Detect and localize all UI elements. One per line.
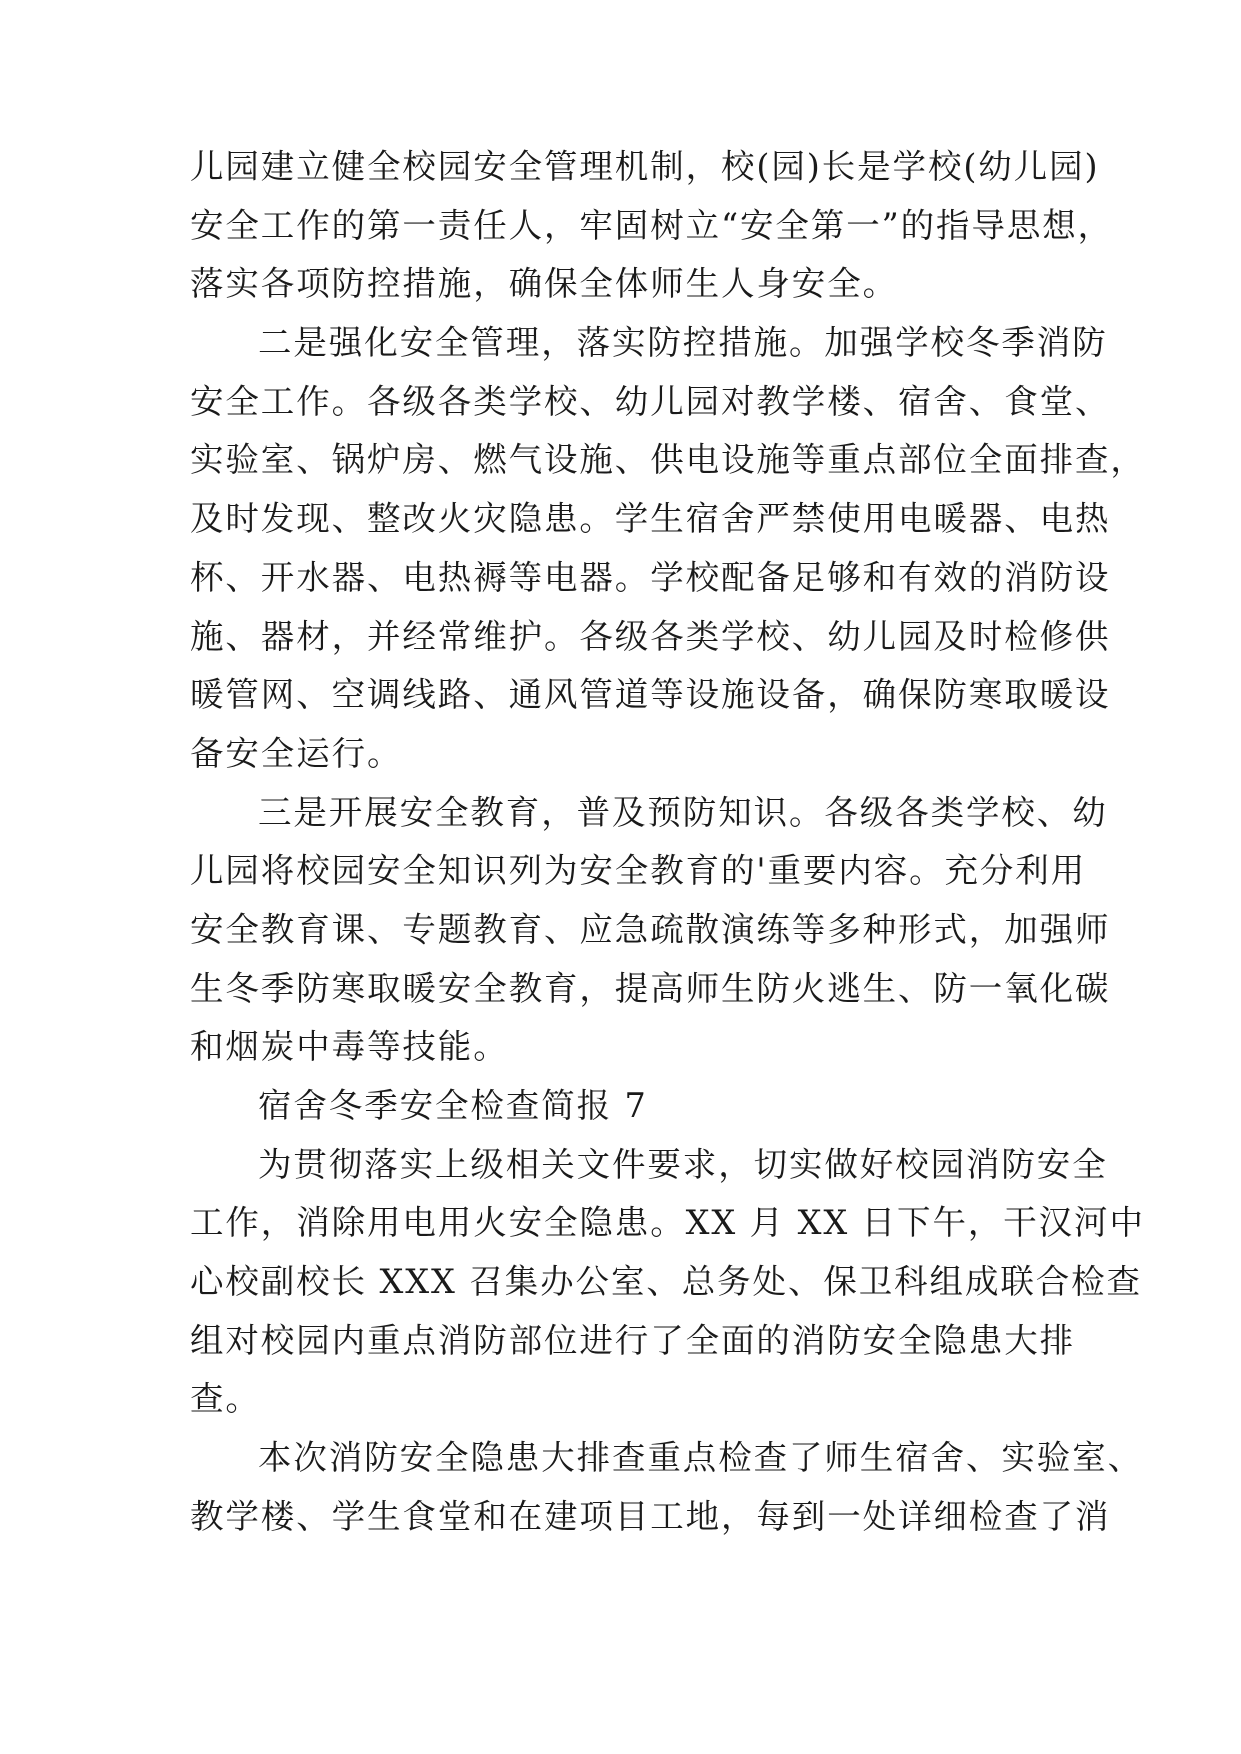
paragraph <box>190 138 1114 314</box>
text-line: 教学楼、学生食堂和在建项目工地，每到一处详细检查了消 <box>190 1496 1111 1536</box>
text-line: 二是强化安全管理，落实防控措施。加强学校冬季消防 <box>258 323 1108 363</box>
text-line: 三是开展安全教育，普及预防知识。各级各类学校、幼 <box>258 792 1108 832</box>
text-line: 备安全运行。 <box>190 733 403 773</box>
paragraph <box>190 784 1111 1077</box>
paragraph <box>190 1136 1145 1429</box>
text-line: 工作，消除用电用火安全隐患。XX 月 XX 日下午，干汉河中 <box>190 1203 1145 1243</box>
text-line: 安全工作的第一责任人，牢固树立“安全第一”的指导思想， <box>190 205 1114 245</box>
text-line: 生冬季防寒取暖安全教育，提高师生防火逃生、防一氧化碳 <box>190 968 1111 1008</box>
text-line: 宿舍冬季安全检查简报 7 <box>258 1086 648 1125</box>
text-line: 儿园建立健全校园安全管理机制，校(园)长是学校(幼儿园) <box>190 147 1100 186</box>
text-line: 施、器材，并经常维护。各级各类学校、幼儿园及时检修供 <box>190 616 1111 656</box>
text-line: 本次消防安全隐患大排查重点检查了师生宿舍、实验室、 <box>258 1438 1143 1478</box>
text-line: 安全教育课、专题教育、应急疏散演练等多种形式，加强师 <box>190 909 1111 949</box>
text-line: 为贯彻落实上级相关文件要求，切实做好校园消防安全 <box>258 1144 1108 1184</box>
text-line: 查。 <box>190 1379 261 1419</box>
text-line: 暖管网、空调线路、通风管道等设施设备，确保防寒取暖设 <box>190 675 1111 715</box>
text-line: 安全工作。各级各类学校、幼儿园对教学楼、宿舍、食堂、 <box>190 381 1111 421</box>
text-line: 组对校园内重点消防部位进行了全面的消防安全隐患大排 <box>190 1320 1075 1360</box>
text-line: 儿园将校园安全知识列为安全教育的'重要内容。充分利用 <box>190 851 1087 891</box>
paragraph <box>190 1077 1050 1136</box>
paragraph <box>190 1429 1143 1546</box>
text-line: 和烟炭中毒等技能。 <box>190 1027 509 1067</box>
document-body <box>190 138 1146 1547</box>
paragraph <box>190 314 1146 784</box>
text-line: 及时发现、整改火灾隐患。学生宿舍严禁使用电暖器、电热 <box>190 499 1111 539</box>
text-line: 实验室、锅炉房、燃气设施、供电设施等重点部位全面排查， <box>190 440 1146 480</box>
text-line: 落实各项防控措施，确保全体师生人身安全。 <box>190 264 898 304</box>
text-line: 心校副校长 XXX 召集办公室、总务处、保卫科组成联合检查 <box>190 1262 1142 1302</box>
text-line: 杯、开水器、电热褥等电器。学校配备足够和有效的消防设 <box>190 557 1111 597</box>
